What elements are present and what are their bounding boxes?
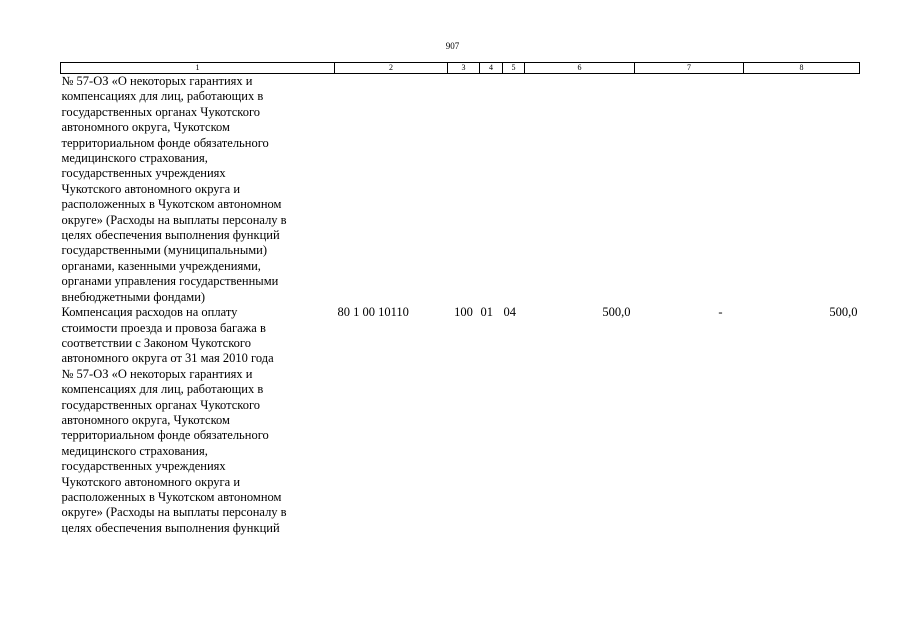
description-line: территориальном фонде обязательного	[61, 135, 269, 150]
description-line: Чукотского автономного округа и	[61, 474, 241, 489]
row-section: 01	[480, 305, 493, 320]
column-number-header-row	[61, 63, 860, 74]
table-row	[61, 305, 860, 536]
row-change	[635, 74, 744, 306]
row-subsection: 04	[503, 305, 516, 320]
column-header-4: 4	[480, 63, 503, 74]
column-header-1: 1	[61, 63, 335, 74]
description-line: органами управления государственными	[61, 274, 279, 289]
description-line: автономного округа, Чукотском	[61, 412, 230, 427]
description-line: округе» (Расходы на выплаты персоналу в	[61, 505, 287, 520]
description-line: округе» (Расходы на выплаты персоналу в	[61, 212, 287, 227]
description-line: автономного округа от 31 мая 2010 года	[61, 351, 274, 366]
description-line: медицинского страхования,	[61, 151, 208, 166]
row-amount: 500,0	[602, 305, 631, 320]
row-expense-type	[448, 74, 480, 306]
description-line: медицинского страхования,	[61, 443, 208, 458]
column-header-3: 3	[448, 63, 480, 74]
column-header-6: 6	[525, 63, 635, 74]
description-line: автономного округа, Чукотском	[61, 120, 230, 135]
table-row	[61, 74, 860, 306]
row-amount	[525, 74, 635, 306]
description-line: целях обеспечения выполнения функций	[61, 228, 280, 243]
description-line: компенсациях для лиц, работающих в	[61, 382, 264, 397]
column-header-2: 2	[335, 63, 448, 74]
description-line: компенсациях для лиц, работающих в	[61, 89, 264, 104]
description-line: государственных органах Чукотского	[61, 397, 261, 412]
description-line: № 57-ОЗ «О некоторых гарантиях и	[61, 366, 253, 381]
row-code	[335, 74, 448, 306]
description-line: внебюджетными фондами)	[61, 289, 206, 304]
row-description	[61, 305, 335, 536]
row-section	[480, 74, 503, 306]
description-line: государственными (муниципальными)	[61, 243, 267, 258]
description-line: государственных органах Чукотского	[61, 104, 261, 119]
budget-table	[60, 62, 860, 536]
row-expense-type: 100	[454, 305, 473, 320]
description-line: стоимости проезда и провоза багажа в	[61, 320, 266, 335]
page-number: 907	[445, 41, 460, 51]
description-line: расположенных в Чукотском автономном	[61, 489, 282, 504]
description-line: целях обеспечения выполнения функций	[61, 520, 280, 535]
row-code: 80 1 00 10110	[337, 305, 409, 320]
column-header-5: 5	[503, 63, 525, 74]
description-line: Компенсация расходов на оплату	[61, 305, 238, 320]
description-line: Чукотского автономного округа и	[61, 181, 241, 196]
row-total	[744, 74, 860, 306]
description-line: соответствии с Законом Чукотского	[61, 335, 251, 350]
row-description	[61, 74, 335, 306]
description-line: расположенных в Чукотском автономном	[61, 197, 282, 212]
row-subsection	[503, 74, 525, 306]
description-line: государственных учреждениях	[61, 459, 226, 474]
description-line: № 57-ОЗ «О некоторых гарантиях и	[61, 74, 253, 88]
description-line: государственных учреждениях	[61, 166, 226, 181]
row-total: 500,0	[829, 305, 858, 320]
column-header-7: 7	[635, 63, 744, 74]
description-line: органами, казенными учреждениями,	[61, 258, 261, 273]
description-line: территориальном фонде обязательного	[61, 428, 269, 443]
row-change: -	[718, 305, 723, 320]
column-header-8: 8	[744, 63, 860, 74]
